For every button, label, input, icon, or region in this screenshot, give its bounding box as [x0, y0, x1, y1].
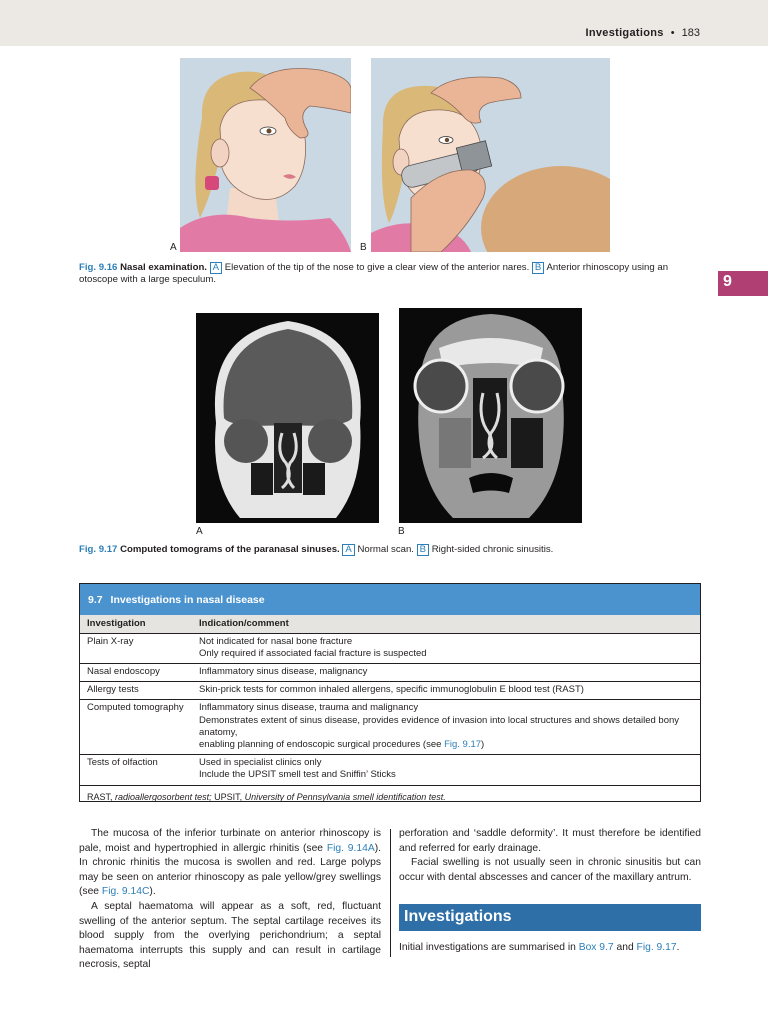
body-column-right	[399, 827, 701, 885]
fig-9-17-number: Fig. 9.17	[79, 544, 118, 555]
box-9-7-link[interactable]: Box 9.7	[578, 942, 614, 953]
column-header-indication: Indication/comment	[192, 615, 700, 633]
fig-9-17-panel-b	[399, 308, 582, 523]
fig-9-16-label-b: B	[360, 242, 367, 253]
fig-9-16-box-b: B	[532, 262, 544, 274]
indication-line: Inflammatory sinus disease, malignancy	[199, 665, 368, 677]
paragraph-text: Initial investigations are summarised in	[399, 942, 579, 953]
paragraph-text: ).	[149, 886, 156, 898]
fig-9-16-caption	[79, 262, 701, 286]
indication-cell	[192, 682, 700, 700]
fig-9-17-text-b: Right-sided chronic sinusitis.	[431, 544, 554, 555]
fig-9-17-text-a: Normal scan.	[357, 544, 414, 555]
table-row	[80, 755, 700, 785]
indication-line: Not indicated for nasal bone fracture	[199, 635, 353, 647]
box-number: 9.7	[88, 594, 103, 606]
table-row	[80, 682, 700, 700]
fig-9-16-panel-a	[180, 58, 351, 252]
box-9-7-header	[80, 584, 700, 615]
chapter-tab: 9	[718, 271, 768, 296]
page-number: 183	[681, 27, 700, 39]
fig-9-16-text-a: Elevation of the tip of the nose to give a clear view of the anterior nares.	[224, 262, 530, 273]
paragraph-text: ). In chronic rhinitis the mucosa is swollen and red. Large polyps may be seen on anterior rhinoscopy as pale yellow/grey swellings (see	[79, 842, 381, 898]
fig-9-17-title: Computed tomograms of the paranasal sinuses.	[120, 544, 340, 555]
header-separator: •	[670, 27, 675, 39]
table-header-row	[80, 615, 700, 633]
paragraph-text: and	[613, 942, 637, 953]
fig-9-17-box-a: A	[342, 544, 354, 556]
footnote-abbr-rast: RAST,	[87, 791, 113, 802]
investigation-cell: Plain X-ray	[80, 633, 192, 663]
fig-9-17-label-a: A	[196, 526, 203, 537]
body-paragraph	[79, 827, 381, 900]
indication-cell	[192, 663, 700, 681]
indication-line: Only required if associated facial fracture is suspected	[199, 647, 427, 659]
running-header	[0, 0, 768, 46]
body-paragraph: perforation and ‘saddle deformity’. It must therefore be identified and referred for early drainage.	[399, 828, 701, 854]
fig-9-16-panel-b	[371, 58, 610, 252]
ct-scan-sinusitis	[399, 308, 582, 523]
fig-9-17-panel-a	[196, 313, 379, 523]
investigation-cell: Nasal endoscopy	[80, 663, 192, 681]
footnote-def-rast: radioallergosorbent test;	[115, 791, 212, 802]
body-paragraph: Facial swelling is not usually seen in chronic sinusitis but can occur with dental abscesses and cancer of the maxillary antrum.	[399, 857, 701, 883]
fig-9-16-box-a: A	[210, 262, 222, 274]
indication-cell	[192, 633, 700, 663]
ct-scan-normal	[196, 313, 379, 523]
indication-line-end: )	[481, 738, 485, 750]
body-column-left	[79, 827, 381, 973]
fig-9-16-label-a: A	[170, 242, 177, 253]
body-column-right-lower	[399, 941, 701, 956]
indication-line: Skin-prick tests for common inhaled allergens, specific immunoglobulin E blood test (RAST)	[199, 684, 584, 696]
header-section-title: Investigations	[585, 27, 664, 39]
investigation-cell: Allergy tests	[80, 682, 192, 700]
fig-9-17-box-b: B	[417, 544, 429, 556]
fig-9-17-link[interactable]: Fig. 9.17	[444, 738, 482, 750]
investigation-cell: Tests of olfaction	[80, 755, 192, 785]
indication-line-text: enabling planning of endoscopic surgical procedures (see	[199, 738, 445, 750]
nasal-exam-illustration-b	[371, 58, 610, 252]
indication-line	[199, 739, 693, 751]
column-header-investigation: Investigation	[80, 615, 192, 633]
paragraph-text: The mucosa of the inferior turbinate on anterior rhinoscopy is pale, moist and hypertrophied in allergic rhinitis (see	[79, 828, 381, 854]
fig-9-16-text-b: Anterior rhinoscopy using an otoscope with a large speculum.	[79, 262, 669, 285]
column-divider	[390, 829, 391, 957]
fig-9-17-label-b: B	[398, 526, 405, 537]
indication-cell	[192, 755, 700, 785]
footnote-abbr-upsit: UPSIT,	[214, 791, 243, 802]
box-9-7	[79, 583, 701, 802]
box-title: Investigations in nasal disease	[110, 594, 265, 606]
section-heading: Investigations	[399, 904, 701, 931]
indication-line: Inflammatory sinus disease, trauma and malignancy	[199, 702, 419, 714]
fig-9-14a-link[interactable]: Fig. 9.14A	[326, 842, 375, 854]
table-row	[80, 700, 700, 755]
investigations-table	[80, 615, 700, 786]
nasal-exam-illustration-a	[180, 58, 351, 252]
indication-line: Include the UPSIT smell test and Sniffin’ Sticks	[199, 769, 396, 781]
body-paragraph	[399, 941, 701, 956]
fig-9-16-number: Fig. 9.16	[79, 262, 118, 273]
header-text	[585, 27, 700, 39]
indication-cell	[192, 700, 700, 755]
fig-9-17-link[interactable]: Fig. 9.17	[636, 942, 677, 953]
fig-9-16-title: Nasal examination.	[120, 262, 207, 273]
box-footnote	[80, 786, 700, 810]
fig-9-14c-link[interactable]: Fig. 9.14C	[101, 886, 150, 898]
footnote-def-upsit: University of Pennsylvania smell identification test.	[244, 791, 446, 802]
indication-line: Used in specialist clinics only	[199, 757, 322, 769]
table-row	[80, 663, 700, 681]
indication-line: Demonstrates extent of sinus disease, provides evidence of invasion into local structures and shows detailed bony anatomy,	[199, 714, 680, 738]
body-paragraph: A septal haematoma will appear as a soft, red, fluctuant swelling of the anterior septum. The septal cartilage receives its blood supply from the overlying perichondrium; a septal haematoma interrupts this supply and can result in cartilage necrosis, septal	[79, 900, 381, 971]
table-row	[80, 633, 700, 663]
paragraph-text: .	[676, 942, 680, 953]
investigation-cell: Computed tomography	[80, 700, 192, 755]
fig-9-17-caption	[79, 544, 701, 556]
